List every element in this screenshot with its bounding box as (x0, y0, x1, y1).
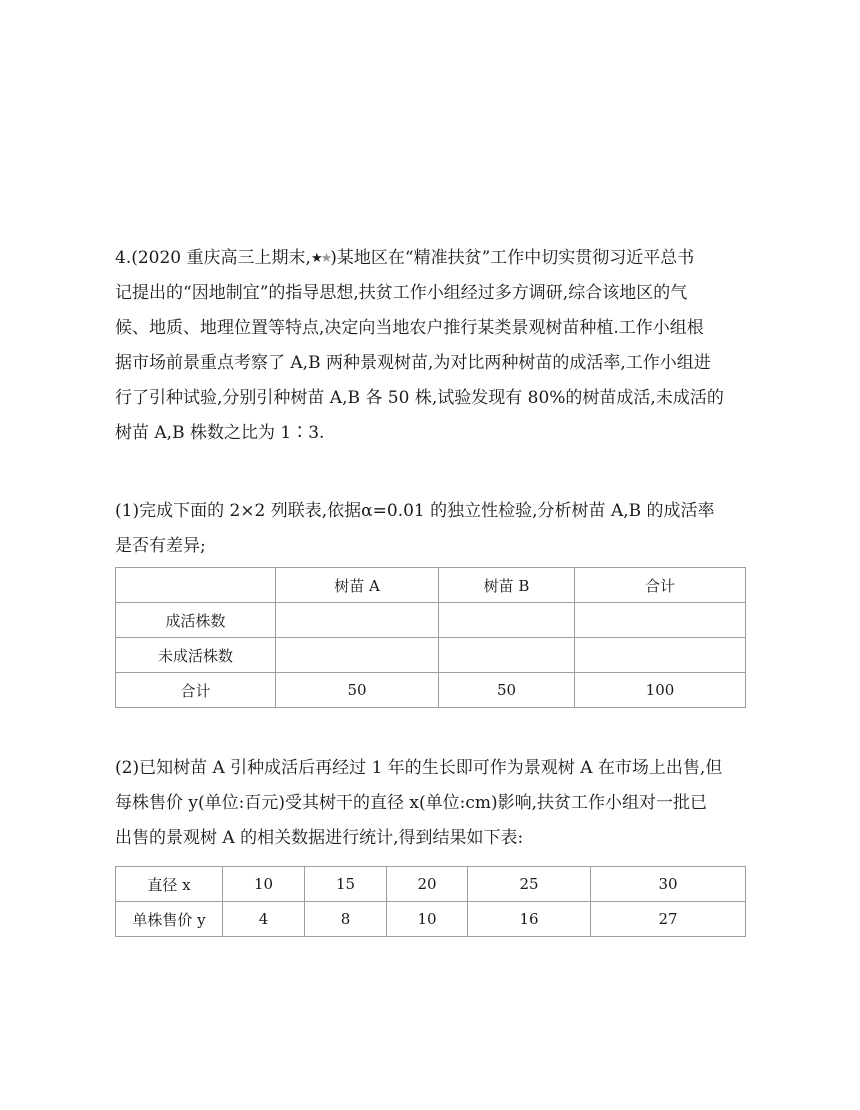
table-cell: 4 (223, 902, 305, 937)
table-header-cell: 树苗 B (439, 568, 575, 603)
row-label: 单株售价 y (116, 902, 223, 937)
table-cell: 50 (439, 673, 575, 708)
row-label: 合计 (116, 673, 276, 708)
intro-line-2: 记提出的“因地制宜”的指导思想,扶贫工作小组经过多方调研,综合该地区的气 (115, 283, 688, 303)
row-label: 成活株数 (116, 603, 276, 638)
table-cell: 8 (305, 902, 387, 937)
part2-line-3: 出售的景观树 A 的相关数据进行统计,得到结果如下表: (115, 828, 524, 848)
table-cell: 50 (276, 673, 439, 708)
part2-question (115, 751, 755, 856)
table-cell: 25 (468, 867, 591, 902)
table-row (116, 902, 746, 937)
part2-line-1: (2)已知树苗 A 引种成活后再经过 1 年的生长即可作为景观树 A 在市场上出售,但 (115, 758, 723, 778)
part1-line-1: (1)完成下面的 2×2 列联表,依据α=0.01 的独立性检验,分析树苗 A,B 的成活率 (115, 501, 715, 521)
table-cell: 30 (591, 867, 746, 902)
problem-intro (115, 241, 755, 451)
intro-line-6: 树苗 A,B 株数之比为 1∶3. (115, 423, 325, 443)
table-cell: 15 (305, 867, 387, 902)
table-cell (575, 603, 746, 638)
contingency-table (115, 567, 746, 708)
part1-question (115, 494, 755, 564)
table-cell: 16 (468, 902, 591, 937)
table-cell (276, 638, 439, 673)
table-cell: 27 (591, 902, 746, 937)
table-cell (575, 638, 746, 673)
table-cell: 20 (387, 867, 468, 902)
table-cell (116, 568, 276, 603)
part2-line-2: 每株售价 y(单位:百元)受其树干的直径 x(单位:cm)影响,扶贫工作小组对一批已 (115, 793, 708, 813)
table-row (116, 867, 746, 902)
row-label: 未成活株数 (116, 638, 276, 673)
table-cell: 10 (223, 867, 305, 902)
table-cell: 100 (575, 673, 746, 708)
table-cell (439, 638, 575, 673)
table-row (116, 673, 746, 708)
two-stars-icon: ★★ (310, 251, 331, 266)
intro-line-4: 据市场前景重点考察了 A,B 两种景观树苗,为对比两种树苗的成活率,工作小组进 (115, 353, 711, 373)
intro-line-3: 候、地质、地理位置等特点,决定向当地农户推行某类景观树苗种植.工作小组根 (115, 318, 704, 338)
table-row (116, 603, 746, 638)
table-cell: 10 (387, 902, 468, 937)
table-header-cell: 树苗 A (276, 568, 439, 603)
table-header-cell: 合计 (575, 568, 746, 603)
intro-line-1: 4.(2020 重庆高三上期末,★★)某地区在“精准扶贫”工作中切实贯彻习近平总书 (115, 241, 755, 276)
table-cell (276, 603, 439, 638)
price-data-table (115, 866, 746, 937)
intro-line-5: 行了引种试验,分别引种树苗 A,B 各 50 株,试验发现有 80%的树苗成活,未成活的 (115, 388, 724, 408)
table-cell (439, 603, 575, 638)
part1-line-2: 是否有差异; (115, 536, 206, 556)
table-header-row (116, 568, 746, 603)
table-row (116, 638, 746, 673)
row-label: 直径 x (116, 867, 223, 902)
